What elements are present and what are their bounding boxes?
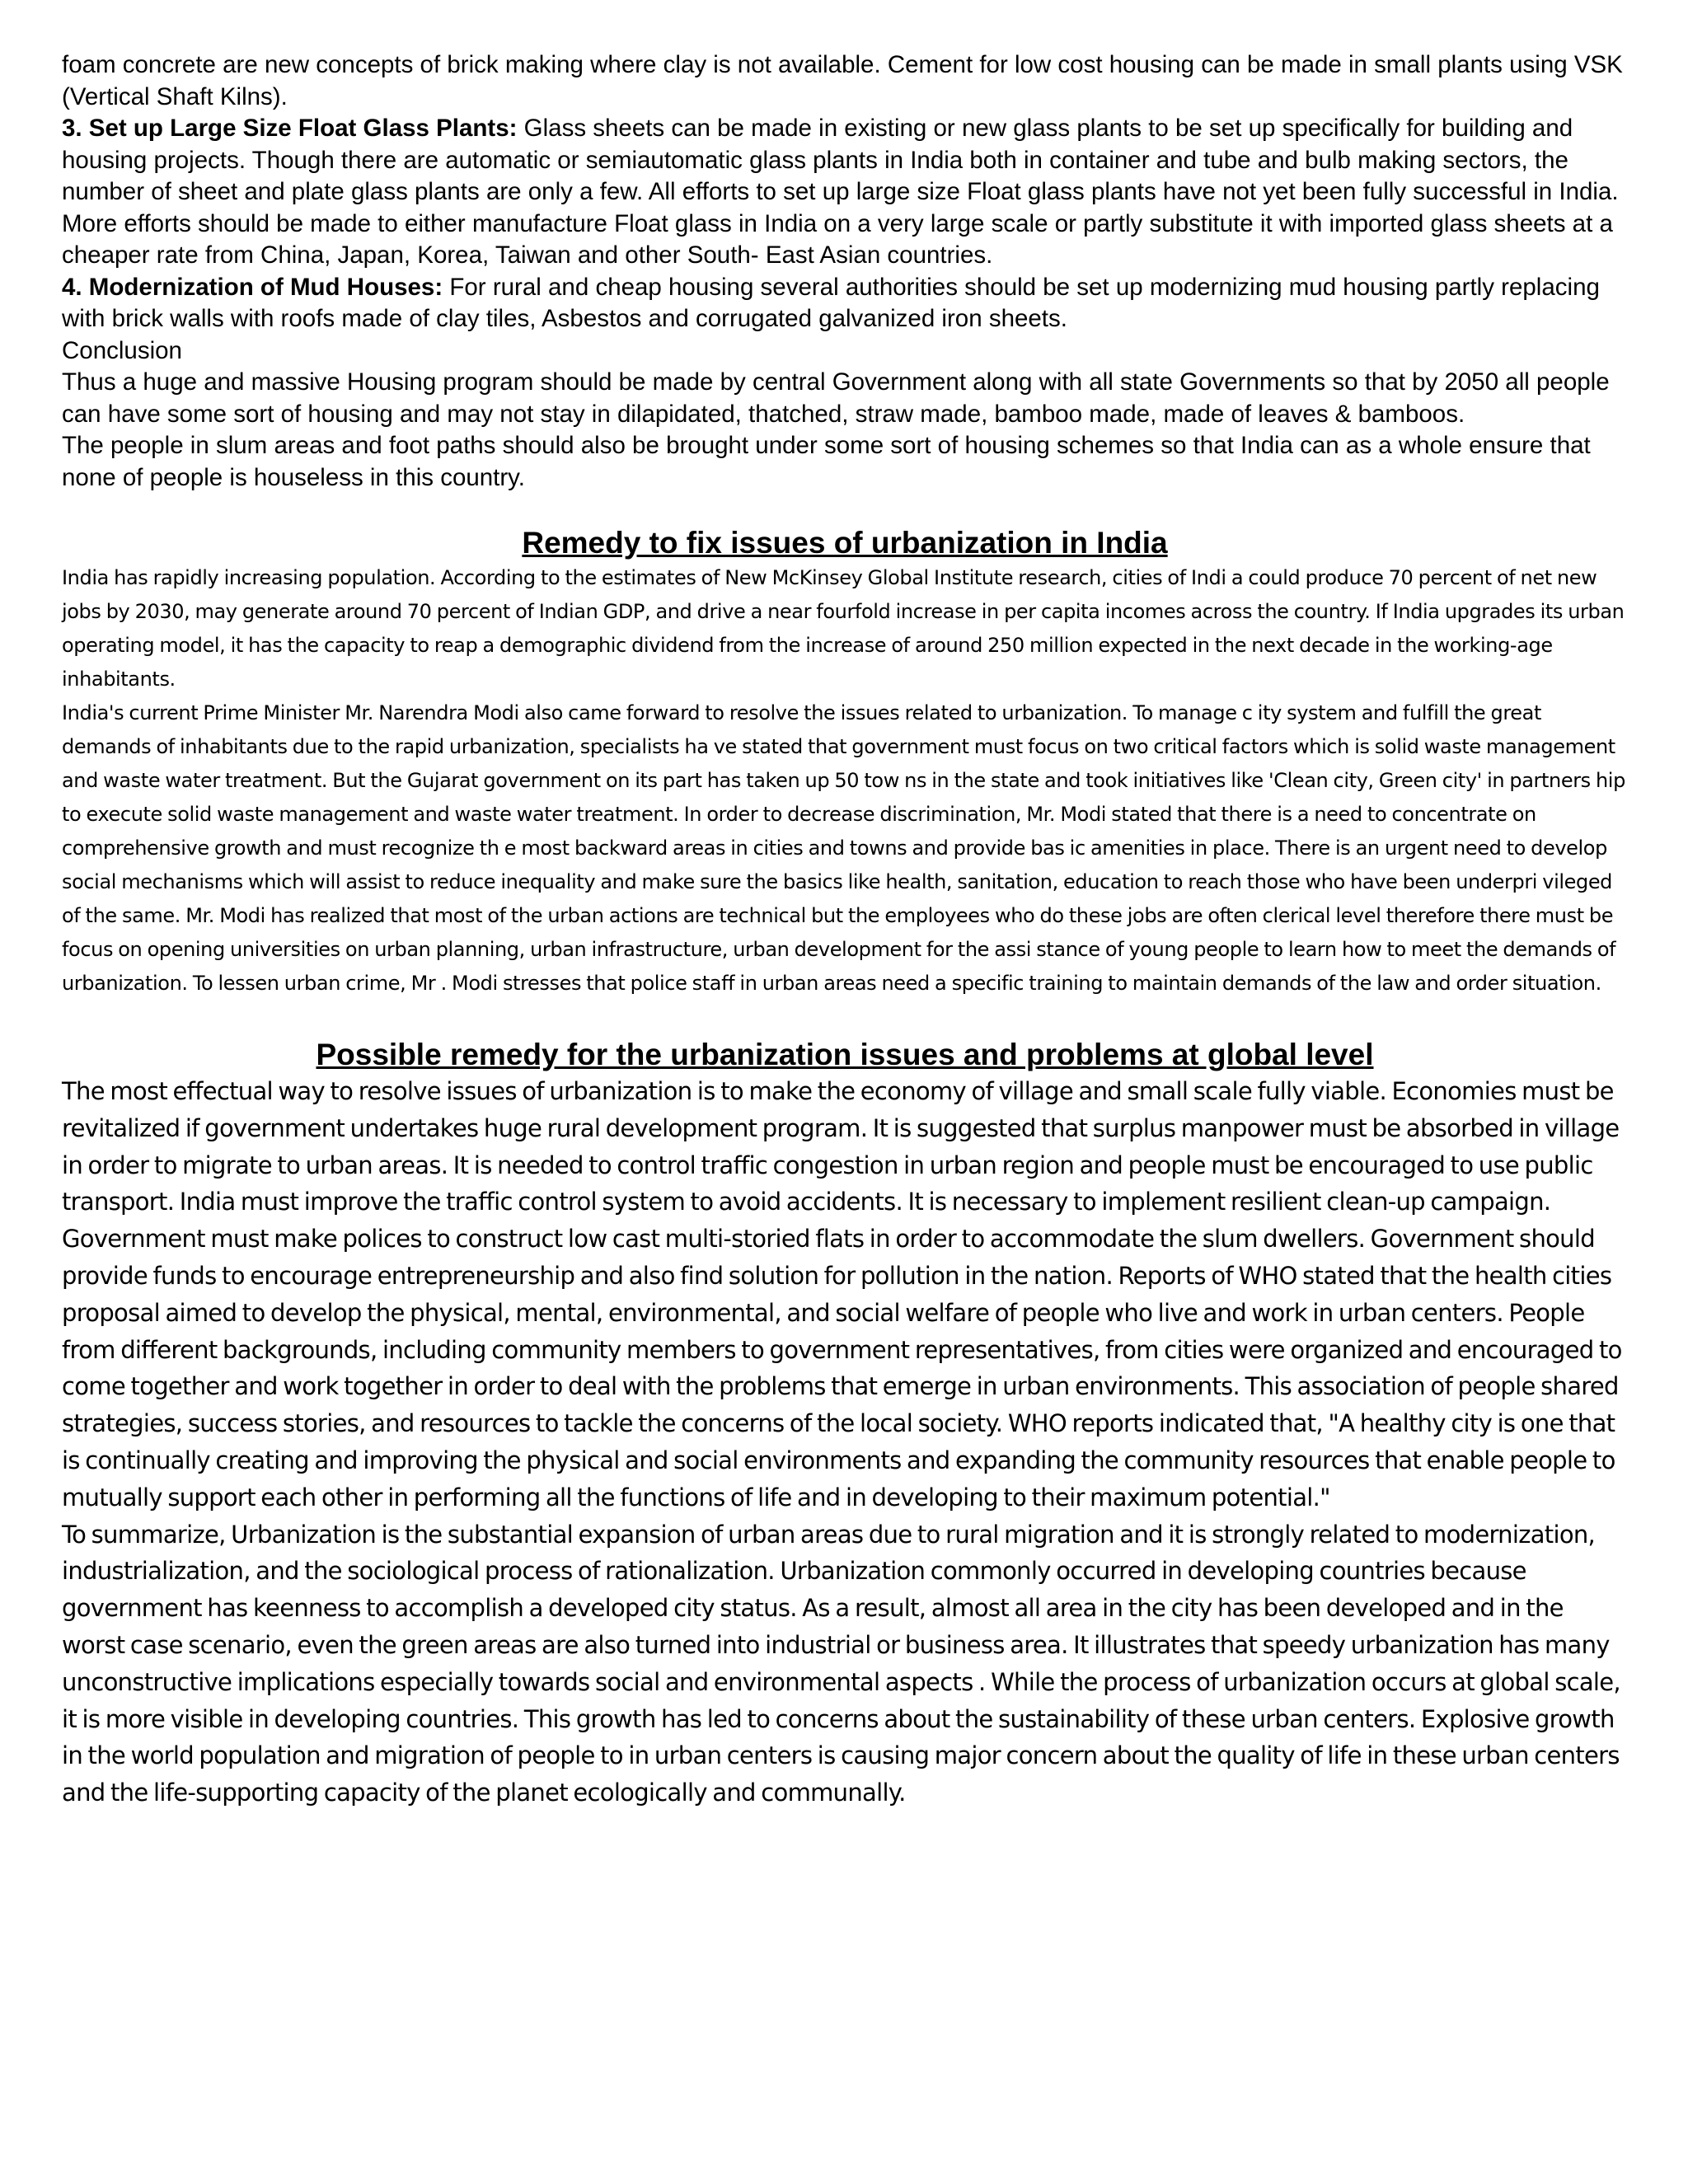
conclusion-paragraph-1: Thus a huge and massive Housing program should be made by central Government along with all state Governments so that by 2050 all people can have some sort of housing and may not stay in dilapidated, thatched, straw made, bamboo made, made of leaves & bamboos. <box>62 368 1610 428</box>
global-remedy-paragraph-2: To summarize, Urbanization is the substantial expansion of urban areas due to rural migration and it is strongly related to modernization, industrialization, and the sociological process of rationalization. Urbanization commonly occurred in developing countries because government has keenness to accomplish a developed city status. As a result, almost all area in the city has been developed and in the worst case scenario, even the green areas are also turned into industrial or business area. It illustrates that speedy urbanization has many unconstructive implications especially towards social and environmental aspects . While the process of urbanization occurs at global scale, it is more visible in developing countries. This growth has led to concerns about the sustainability of these urban centers. Explosive growth in the world population and migration of people to in urban centers is causing major concern about the quality of life in these urban centers and the life-supporting capacity of the planet ecologically and communally. <box>62 1520 1620 1807</box>
conclusion-heading: Conclusion <box>62 336 182 364</box>
point-3-paragraph <box>62 113 1628 272</box>
remedy-india-paragraph-1: India has rapidly increasing population. According to the estimates of New McKinsey Global Institute research, cities of Indi a could produce 70 percent of net new jobs by 2030, may generate around 70 percent of Indian GDP, and drive a near fourfold increase in per capita incomes across the country. If India upgrades its urban operating model, it has the capacity to reap a demographic dividend from the increase of around 250 million expected in the next decade in the working-age inhabitants. <box>62 566 1625 691</box>
conclusion-paragraph-2: The people in slum areas and foot paths should also be brought under some sort of housing schemes so that India can as a whole ensure that none of people is houseless in this country. <box>62 432 1591 491</box>
global-remedy-section <box>62 1073 1628 1811</box>
point-3-text: Glass sheets can be made in existing or new glass plants to be set up specifically for building and housing projects. Though there are automatic or semiautomatic glass plants in India both in container and tube and bulb making sectors, the number of sheet and plate glass plants are only a few. All efforts to set up large size Float glass plants have not yet been fully successful in India. More efforts should be made to either manufacture Float glass in India on a very large scale or partly substitute it with imported glass sheets at a cheaper rate from China, Japan, Korea, Taiwan and other South- East Asian countries. <box>62 115 1619 269</box>
global-remedy-paragraph-1: The most effectual way to resolve issues of urbanization is to make the economy of village and small scale fully viable. Economies must be revitalized if government undertakes huge rural development program. It is suggested that surplus manpower must be absorbed in village in order to migrate to urban areas. It is needed to control traffic congestion in urban region and people must be encouraged to use public transport. India must improve the traffic control system to avoid accidents. It is necessary to implement resilient clean-up campaign. Government must make polices to construct low cast multi-storied flats in order to accommodate the slum dwellers. Government should provide funds to encourage entrepreneurship and also find solution for pollution in the nation. Reports of WHO stated that the health cities proposal aimed to develop the physical, mental, environmental, and social welfare of people who live and work in urban centers. People from different backgrounds, including community members to government representatives, from cities were organized and encouraged to come together and work together in order to deal with the problems that emerge in urban environments. This association of people shared strategies, success stories, and resources to tackle the concerns of the local society. WHO reports indicated that, "A healthy city is one that is continually creating and improving the physical and social environments and expanding the community resources that enable people to mutually support each other in performing all the functions of life and in developing to their maximum potential." <box>62 1077 1622 1511</box>
point-4-text: For rural and cheap housing several authorities should be set up modernizing mud housing partly replacing with brick walls with roofs made of clay tiles, Asbestos and corrugated galvanized iron sheets. <box>62 273 1600 332</box>
remedy-india-paragraph-2: India's current Prime Minister Mr. Narendra Modi also came forward to resolve the issues related to urbanization. To manage c ity system and fulfill the great demands of inhabitants due to the rapid urbanization, specialists ha ve stated that government must focus on two critical factors which is solid waste management and waste water treatment. But the Gujarat government on its part has taken up 50 tow ns in the state and took initiatives like 'Clean city, Green city' in partners hip to execute solid waste management and waste water treatment. In order to decrease discrimination, Mr. Modi stated that there is a need to concentrate on comprehensive growth and must recognize th e most backward areas in cities and towns and provide bas ic amenities in place. There is an urgent need to develop social mechanisms which will assist to reduce inequality and make sure the basics like health, sanitation, education to reach those who have been underpri vileged of the same. Mr. Modi has realized that most of the urban actions are technical but the employees who do these jobs are often clerical level therefore there must be focus on opening universities on urban planning, urban infrastructure, urban development for the assi stance of young people to learn how to meet the demands of urbanization. To lessen urban crime, Mr . Modi stresses that police staff in urban areas need a specific training to maintain demands of the law and order situation. <box>62 701 1625 995</box>
intro-paragraph: foam concrete are new concepts of brick making where clay is not available. Cement for low cost housing can be made in small plants using VSK (Vertical Shaft Kilns). <box>62 51 1623 110</box>
document-page <box>62 49 1628 1811</box>
remedy-india-section <box>62 561 1628 1001</box>
housing-section <box>62 49 1628 494</box>
point-3-heading: 3. Set up Large Size Float Glass Plants: <box>62 115 518 142</box>
point-4-heading: 4. Modernization of Mud Houses: <box>62 273 443 301</box>
remedy-india-heading: Remedy to fix issues of urbanization in India <box>522 526 1168 560</box>
global-remedy-heading: Possible remedy for the urbanization issues and problems at global level <box>316 1038 1374 1071</box>
point-4-paragraph <box>62 272 1628 335</box>
